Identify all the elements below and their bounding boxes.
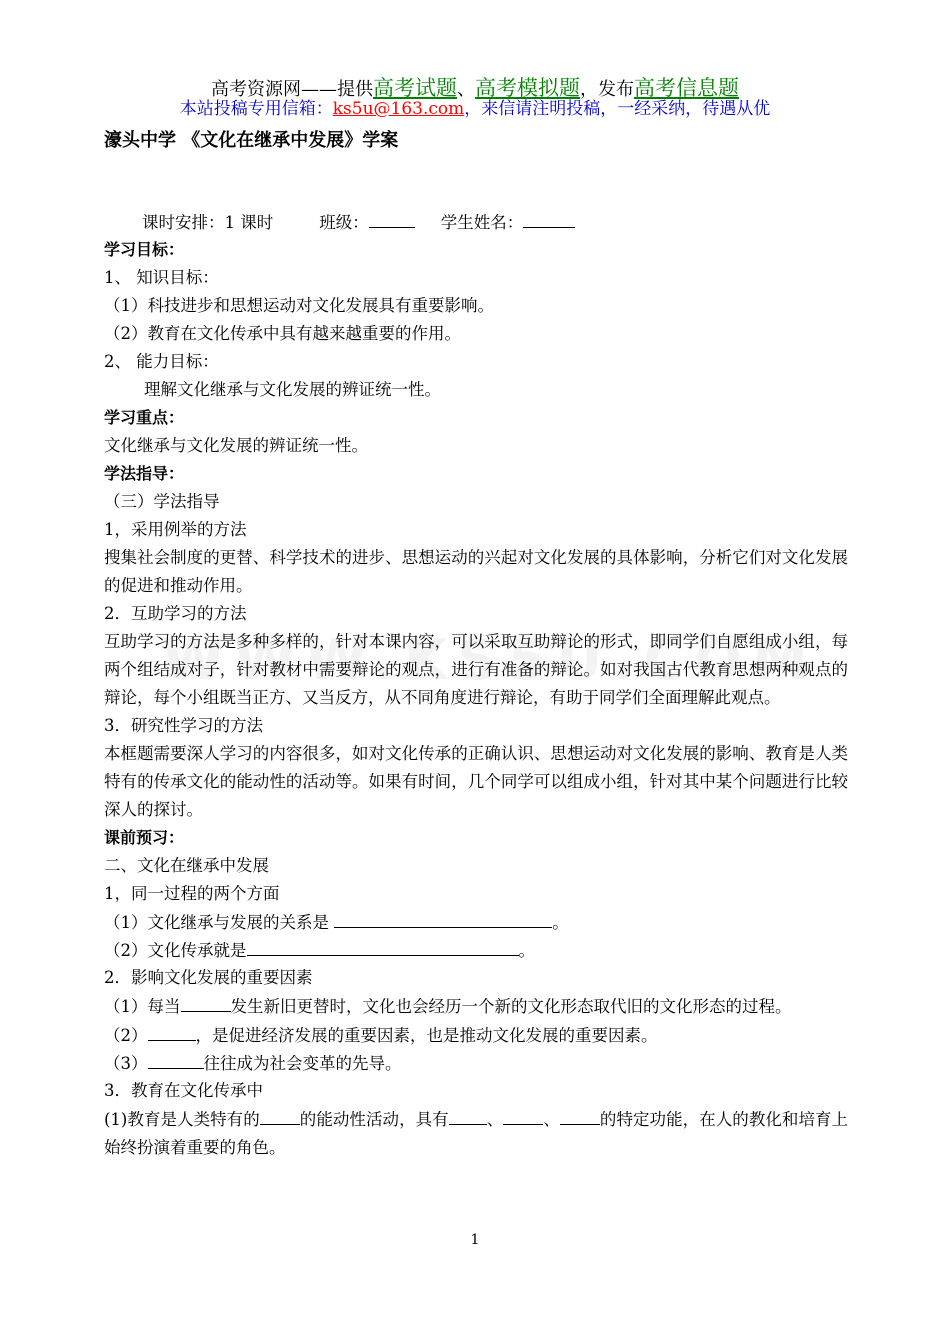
preview-item-2-heading: 2．影响文化发展的重要因素 — [104, 968, 313, 987]
header-mailbox-label: 本站投稿专用信箱： — [179, 99, 333, 119]
preview-item-1a-end: 。 — [552, 913, 569, 932]
method-3-text: 本框题需要深人学习的内容很多，如对文化传承的正确认识、思想运动对文化发展的影响、教育是人类特有的传承文化的能动性的活动等。如果有时间，几个同学可以组成小组，针对其中某个问题进行比较深人的探讨。 — [104, 744, 848, 819]
goals-heading: 学习目标： — [104, 240, 185, 259]
preview-item-2a-text: （1）每当 — [104, 997, 181, 1016]
method-heading: 学法指导： — [104, 464, 185, 483]
document-body — [104, 208, 848, 1162]
preview-item-2a-rest: 发生新旧更替时，文化也会经历一个新的文化形态取代旧的文化形态的过程。 — [230, 997, 792, 1016]
method-subheading: （三）学法指导 — [104, 492, 220, 511]
preview-item-3a-text-2: 的能动性活动，具有 — [299, 1110, 449, 1129]
preview-item-2a — [104, 992, 848, 1021]
link-exam-info[interactable]: 高考信息题 — [634, 76, 739, 100]
method-2-heading: 2．互助学习的方法 — [104, 604, 247, 623]
fill-blank[interactable] — [181, 992, 231, 1012]
knowledge-goal-1: （1）科技进步和思想运动对文化发展具有重要影响。 — [104, 296, 494, 315]
class-label: 班级： — [319, 213, 369, 232]
student-name-blank[interactable] — [523, 208, 575, 228]
site-header-line-2 — [0, 98, 950, 120]
email-link[interactable]: ks5u@163.com — [332, 99, 465, 119]
preview-item-1a — [104, 908, 848, 936]
fill-blank[interactable] — [148, 1021, 196, 1041]
preview-heading: 课前预习： — [104, 828, 185, 847]
fill-blank[interactable] — [560, 1105, 600, 1125]
method-2-text: 互助学习的方法是多种多样的，针对本课内容，可以采取互助辩论的形式，即同学们自愿组成小组，每两个组结成对子，针对教材中需要辩论的观点，进行有准备的辩论。如对我国古代教育思想两种观点的辩论，每个小组既当正方、又当反方，从不同角度进行辩论，有助于同学们全面理解此观点。 — [104, 632, 848, 707]
preview-item-2b-rest: ，是促进经济发展的重要因素，也是推动文化发展的重要因素。 — [195, 1026, 658, 1045]
knowledge-goals-heading: 1、 知识目标： — [104, 268, 219, 287]
fill-blank[interactable] — [247, 936, 519, 956]
student-name-label: 学生姓名： — [440, 213, 524, 232]
link-gaokao-exams[interactable]: 高考试题 — [373, 76, 457, 100]
method-1-text: 搜集社会制度的更替、科学技术的进步、思想运动的兴起对文化发展的具体影响，分析它们对文化发展的促进和推动作用。 — [104, 548, 848, 595]
header-mid: ，发布 — [580, 79, 634, 100]
preview-item-1b — [104, 936, 848, 964]
preview-item-1b-end: 。 — [518, 941, 535, 960]
fill-blank[interactable] — [449, 1105, 487, 1125]
preview-item-2c-rest: 往往成为社会变革的先导。 — [203, 1054, 402, 1073]
ability-goal-1: 理解文化继承与文化发展的辨证统一性。 — [144, 380, 441, 399]
class-hours: 课时安排：1 课时 — [142, 213, 274, 232]
ability-goals-heading: 2、 能力目标： — [104, 352, 219, 371]
document-title: 濠头中学 《文化在继承中发展》学案 — [104, 130, 399, 151]
preview-item-3a-sep-2: 、 — [543, 1110, 560, 1129]
focus-text: 文化继承与文化发展的辨证统一性。 — [104, 436, 368, 455]
preview-item-3-heading: 3．教育在文化传承中 — [104, 1081, 263, 1100]
preview-item-2c-text: （3） — [104, 1054, 148, 1073]
preview-item-2b-text: （2） — [104, 1026, 148, 1045]
class-info-row — [104, 208, 848, 236]
preview-item-3a-sep-1: 、 — [486, 1110, 504, 1129]
preview-item-1-heading: 1，同一过程的两个方面 — [104, 884, 280, 903]
method-1-heading: 1，采用例举的方法 — [104, 520, 247, 539]
header-prefix: 高考资源网——提供 — [211, 79, 373, 100]
preview-item-2c — [104, 1049, 848, 1077]
preview-section-title: 二、文化在继承中发展 — [104, 856, 269, 875]
fill-blank[interactable] — [260, 1105, 300, 1125]
preview-item-1a-text: （1）文化继承与发展的关系是 — [104, 913, 335, 932]
method-3-heading: 3．研究性学习的方法 — [104, 716, 263, 735]
fill-blank[interactable] — [148, 1049, 204, 1069]
header-separator: 、 — [457, 79, 475, 100]
fill-blank[interactable] — [503, 1105, 543, 1125]
header-submission-note: ，来信请注明投稿，一经采纳，待遇从优 — [464, 99, 771, 119]
page-number: 1 — [470, 1232, 480, 1248]
fill-blank[interactable] — [334, 908, 552, 928]
preview-item-1b-text: （2）文化传承就是 — [104, 941, 247, 960]
focus-heading: 学习重点： — [104, 408, 185, 427]
preview-item-3a-text: (1)教育是人类特有的 — [104, 1110, 260, 1129]
preview-item-3a-rest: 的特定功能，在人的教化和培育上始终扮演着重要的角色。 — [104, 1110, 849, 1157]
preview-item-3a — [104, 1105, 848, 1162]
class-blank[interactable] — [369, 208, 415, 228]
preview-item-2b — [104, 1021, 848, 1049]
knowledge-goal-2: （2）教育在文化传承中具有越来越重要的作用。 — [104, 324, 461, 343]
link-mock-exams[interactable]: 高考模拟题 — [475, 76, 580, 100]
